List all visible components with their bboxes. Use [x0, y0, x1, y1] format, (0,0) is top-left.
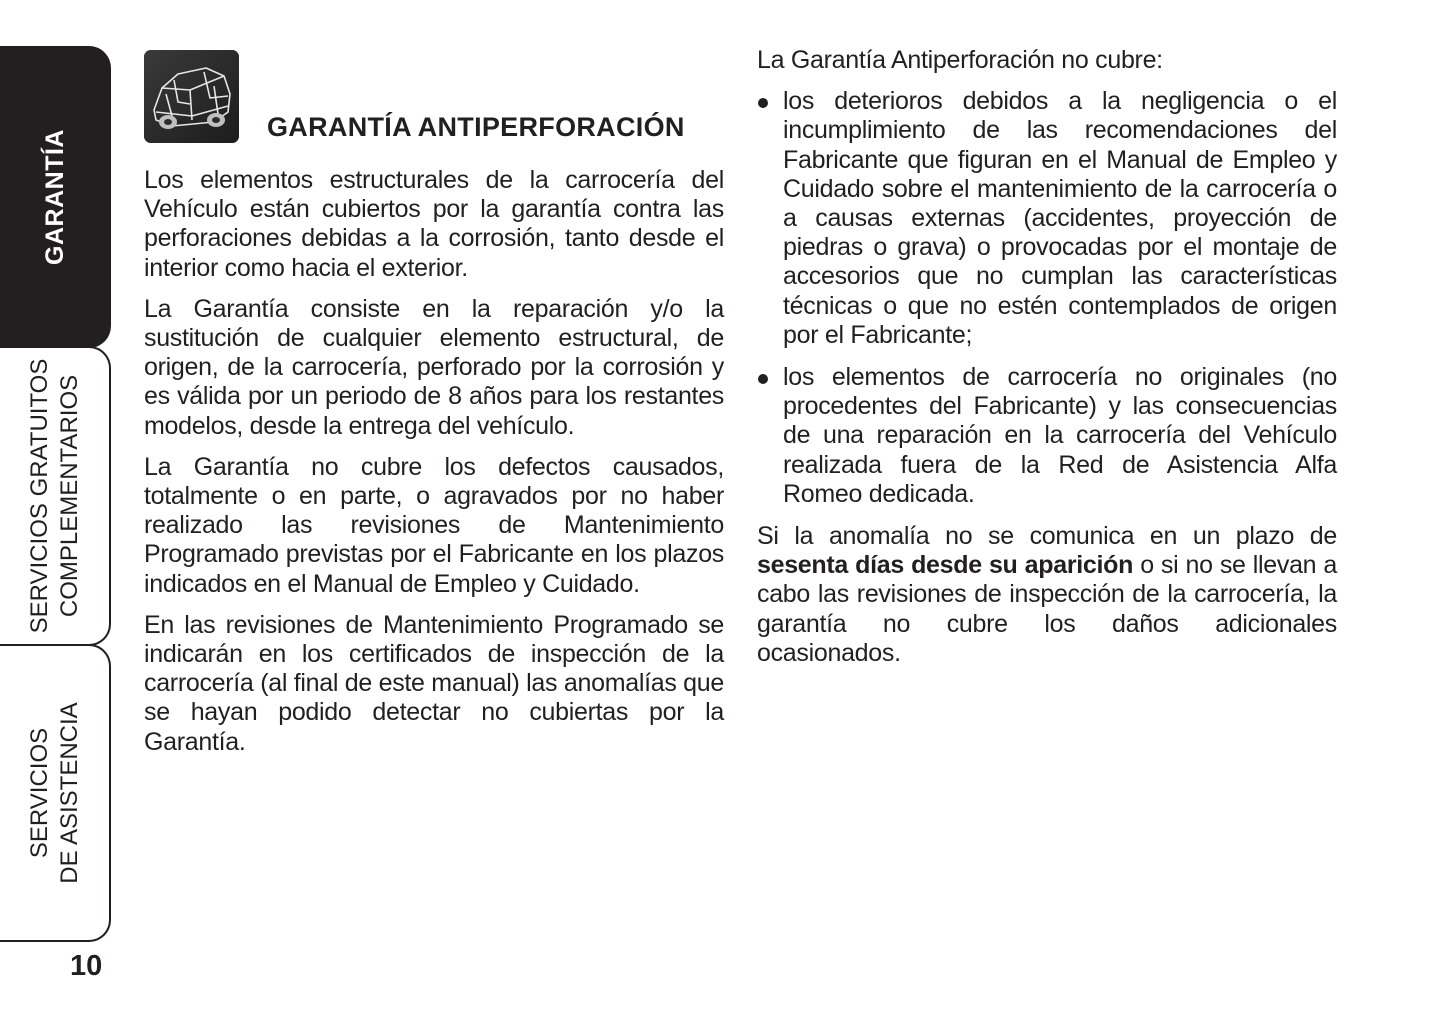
closing-emphasis: sesenta días desde su aparición [757, 551, 1134, 580]
sidebar-tab-label [40, 129, 70, 265]
paragraph: En las revisiones de Mantenimiento Programado se indicarán en los certificados de inspección de la carrocería (al final de este manual) las anomalías que se hayan podido detectar no cubiertas por la Garantía. [144, 610, 724, 756]
page-number: 10 [70, 950, 103, 982]
bullet-icon [758, 374, 768, 384]
sidebar-tab-line: SERVICIOS GRATUITOS [25, 358, 53, 634]
sidebar-tab-line: COMPLEMENTARIOS [55, 374, 83, 618]
paragraph: La Garantía consiste en la reparación y/o la sustitución de cualquier elemento estructural, de origen, de la carrocería, perforado por la corrosión y es válida por un periodo de 8 años para los restantes modelos, desde la entrega del vehículo. [144, 294, 724, 440]
sidebar-tab-garantia[interactable] [0, 46, 111, 348]
sidebar-tab-line: SERVICIOS [25, 727, 53, 859]
sidebar-tab-label [25, 702, 85, 883]
exclusions-list [757, 87, 1337, 509]
list-item [757, 87, 1337, 350]
exclusions-intro: La Garantía Antiperforación no cubre: [757, 46, 1163, 74]
paragraph: La Garantía no cubre los defectos causados, totalmente o en parte, o agravados por no haber realizado las revisiones de Mantenimiento Programado previstas por el Fabricante en los plazos indicados en el Manual de Empleo y Cuidado. [144, 452, 724, 598]
sidebar-tab-servicios-gratuitos[interactable] [0, 346, 111, 646]
list-item-text: los elementos de carrocería no originales (no procedentes del Fabricante) y las consecuencias de una reparación en la carrocería del Vehículo realizada fuera de la Red de Asistencia Alfa Romeo dedicada. [783, 363, 1337, 508]
sidebar-tab-label [25, 359, 85, 634]
paragraph: Los elementos estructurales de la carrocería del Vehículo están cubiertos por la garantía contra las perforaciones debidas a la corrosión, tanto desde el interior como hacia el exterior. [144, 166, 724, 282]
right-column [757, 46, 1337, 668]
sidebar-tab-line: DE ASISTENCIA [55, 702, 83, 884]
left-column [144, 166, 724, 769]
sidebar-tab-line: GARANTÍA [40, 129, 69, 265]
sidebar-tab-servicios-asistencia[interactable] [0, 644, 111, 942]
closing-text: o si no se llevan a cabo las revisiones de inspección de la carrocería, la garantía no cubre los daños adicionales ocasionados. [757, 551, 1337, 667]
section-title: GARANTÍA ANTIPERFORACIÓN [267, 112, 685, 142]
list-item [757, 363, 1337, 509]
car-body-frame-icon [144, 50, 239, 143]
bullet-icon [758, 98, 768, 108]
closing-text: Si la anomalía no se comunica en un plazo de [757, 522, 1337, 551]
list-item-text: los deterioros debidos a la negligencia o el incumplimiento de las recomendaciones del Fabricante que figuran en el Manual de Empleo y Cuidado sobre el mantenimiento de la carrocería o a causas externas (accidentes, proyección de piedras o grava) o provocadas por el montaje de accesorios que no cumplan las características técnicas o que no estén contemplados de origen por el Fabricante; [783, 87, 1337, 349]
closing-paragraph [757, 522, 1337, 668]
